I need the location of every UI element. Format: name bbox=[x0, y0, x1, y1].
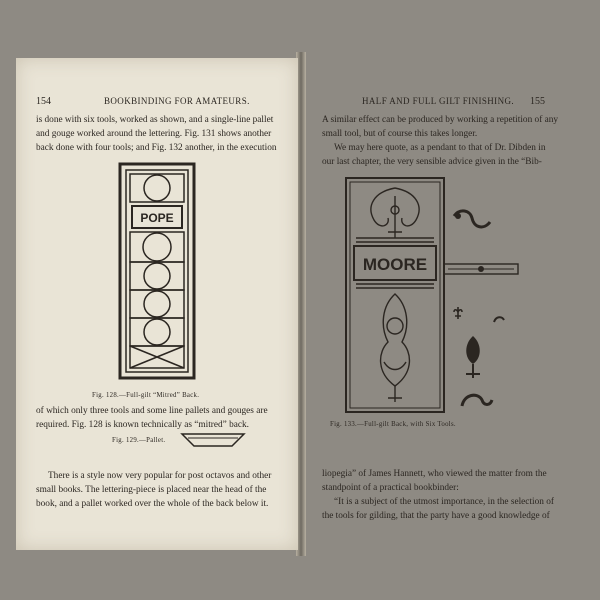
right-running-header: HALF AND FULL GILT FINISHING. bbox=[362, 96, 515, 106]
right-bottom-line-2: standpoint of a practical bookbinder: bbox=[322, 483, 459, 493]
small-scroll-tool-icon bbox=[492, 314, 506, 326]
right-line-1: A similar effect can be produced by working a repetition of any bbox=[322, 115, 559, 125]
right-line-3: We may here quote, as a pendant to that of Dr. Dibden in bbox=[334, 143, 546, 153]
fig129-caption: Fig. 129.—Pallet. bbox=[112, 437, 166, 444]
left-line-3: back done with four tools; and Fig. 132 another, in the execution bbox=[36, 143, 277, 153]
right-bottom-line-4: the tools for gilding, that the party have a good knowledge of bbox=[322, 511, 550, 521]
fig129-pallet-drawing bbox=[180, 432, 246, 448]
left-bottom-line-2: small books. The lettering-piece is placed near the head of the bbox=[36, 485, 267, 495]
fig128-mitred-spine bbox=[118, 162, 196, 380]
left-mid-line-2: required. Fig. 128 is known technically as “mitred” back. bbox=[36, 420, 249, 430]
right-bottom-line-3: “It is a subject of the utmost importance, in the selection of bbox=[334, 497, 554, 507]
right-bottom-line-1: liopegia” of James Hannett, who viewed the matter from the bbox=[322, 469, 547, 479]
left-bottom-line-3: book, and a pallet worked over the whole of the back below it. bbox=[36, 499, 269, 509]
right-line-4: our last chapter, the very sensible advice given in the “Bib- bbox=[322, 157, 542, 167]
left-running-header: BOOKBINDING FOR AMATEURS. bbox=[104, 96, 250, 106]
fig128-caption: Fig. 128.—Full-gilt “Mitred” Back. bbox=[92, 392, 200, 399]
left-bottom-line-1: There is a style now very popular for post octavos and other bbox=[48, 471, 272, 481]
right-line-2: small tool, but of course this takes longer. bbox=[322, 129, 478, 139]
pope-label: POPE bbox=[140, 211, 174, 225]
scroll-tool-icon bbox=[450, 206, 494, 236]
left-page-number: 154 bbox=[36, 96, 51, 107]
ornamental-tool-icon bbox=[460, 334, 486, 380]
fig133-ornate-spine bbox=[344, 176, 446, 414]
line-pallet-tool-icon bbox=[442, 262, 520, 276]
moore-label: MOORE bbox=[362, 255, 428, 274]
left-line-1: is done with six tools, worked as shown, and a single-line pallet bbox=[36, 115, 274, 125]
curl-tool-icon bbox=[458, 388, 494, 412]
left-mid-line-1: of which only three tools and some line pallets and gouges are bbox=[36, 406, 268, 416]
fleur-de-lis-tool-icon bbox=[452, 306, 464, 320]
left-line-2: and gouge worked around the lettering. Fig. 131 shows another bbox=[36, 129, 272, 139]
fig133-caption: Fig. 133.—Full-gilt Back, with Six Tools. bbox=[330, 421, 456, 428]
right-page-number: 155 bbox=[530, 96, 545, 107]
